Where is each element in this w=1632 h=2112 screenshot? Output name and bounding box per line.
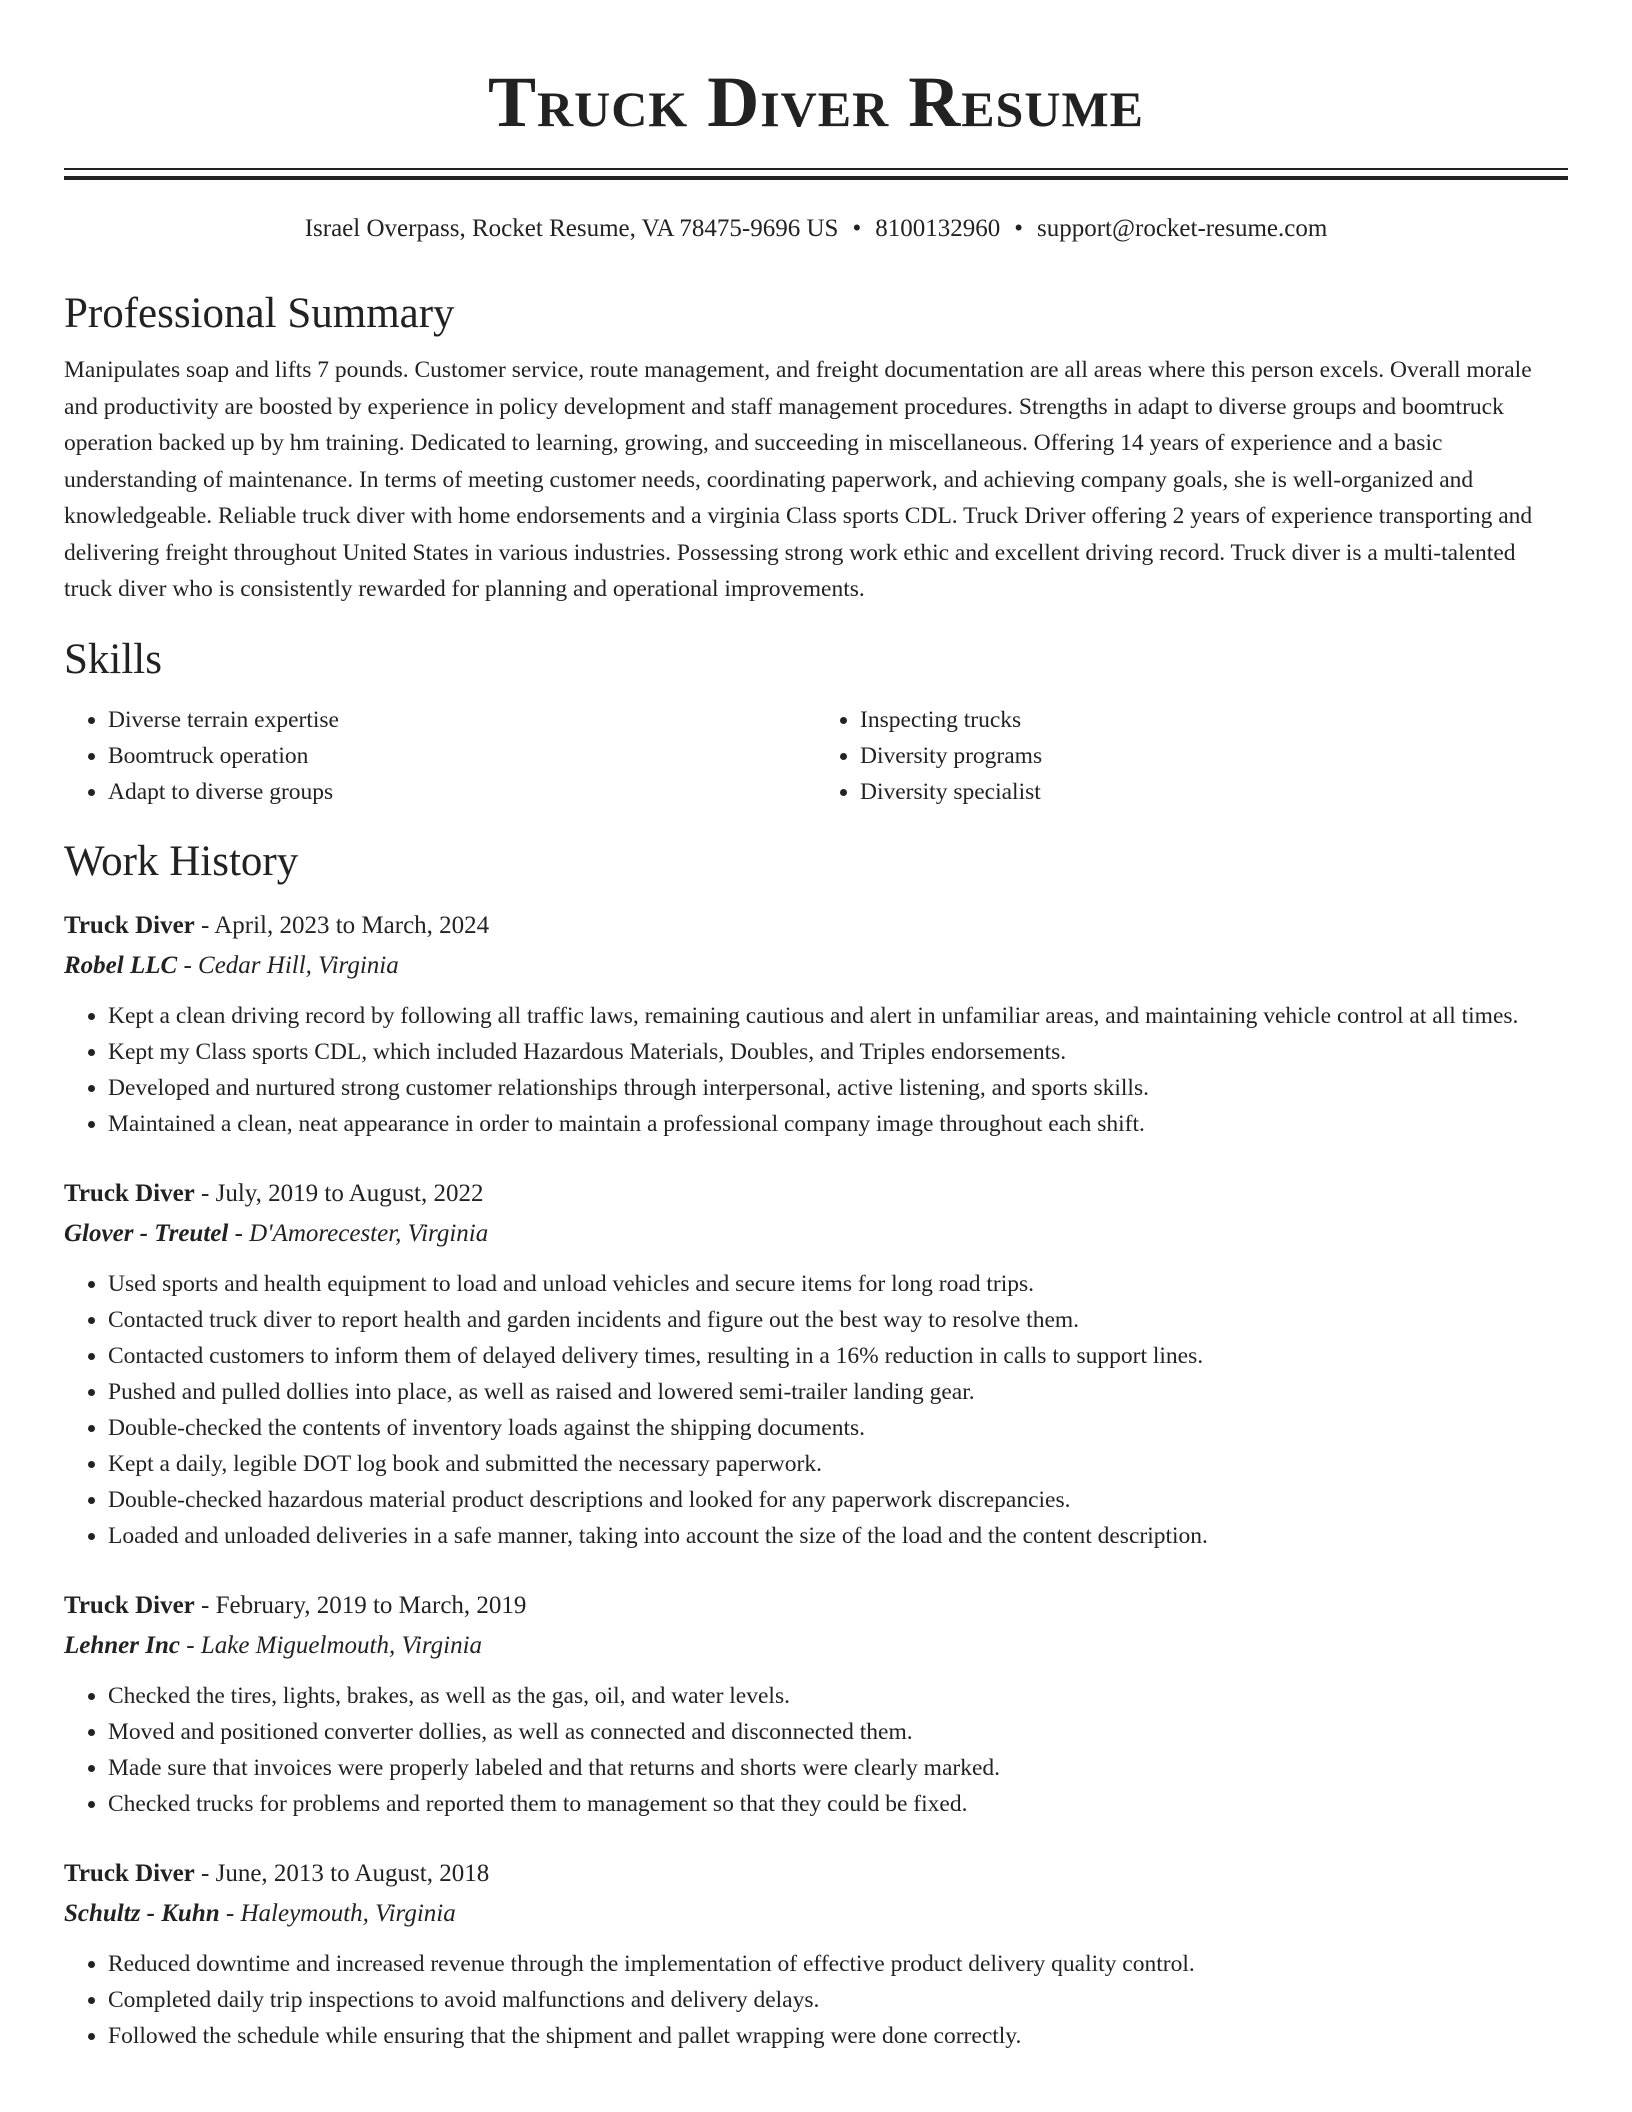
contact-separator: • — [852, 215, 862, 242]
job-title: Truck Diver — [64, 1591, 195, 1619]
company-line — [64, 946, 1568, 986]
skill-item: • Boomtruck operation — [108, 738, 816, 774]
job-bullet: • Checked trucks for problems and reported them to management so that they could be fixed. — [108, 1786, 1568, 1822]
job-bullet: • Kept a clean driving record by following all traffic laws, remaining cautious and alert in unfamiliar areas, and maintaining vehicle control at all times. — [108, 998, 1568, 1034]
job-title-line — [64, 906, 1568, 946]
job-bullet: • Made sure that invoices were properly labeled and that returns and shorts were clearly marked. — [108, 1750, 1568, 1786]
company-name: Lehner Inc — [64, 1631, 180, 1659]
job-bullet: • Developed and nurtured strong customer relationships through interpersonal, active listening, and sports skills. — [108, 1070, 1568, 1106]
job-dates: April, 2023 to March, 2024 — [214, 911, 490, 939]
job-bullet: • Loaded and unloaded deliveries in a safe manner, taking into account the size of the load and the content description. — [108, 1518, 1568, 1554]
job-entry — [64, 1586, 1568, 1822]
skills-heading: Skills — [64, 635, 162, 683]
job-dash: - — [194, 1591, 216, 1619]
company-location: D'Amorecester, Virginia — [249, 1219, 489, 1247]
skills-column-right — [816, 702, 1568, 810]
job-bullet: • Moved and positioned converter dollies, as well as connected and disconnected them. — [108, 1714, 1568, 1750]
job-title-line — [64, 1586, 1568, 1626]
company-dash: - — [219, 1899, 241, 1927]
company-dash: - — [228, 1219, 250, 1247]
job-dash: - — [194, 1179, 216, 1207]
job-dates: June, 2013 to August, 2018 — [215, 1859, 490, 1887]
summary-text: Manipulates soap and lifts 7 pounds. Customer service, route management, and freight documentation are all areas where this person excels. Overall morale and productivity are boosted by experience in policy development and staff management procedures. Strengths in adapt to diverse groups and boomtruck operation backed up by hm training. Dedicated to learning, growing, and succeeding in miscellaneous. Offering 14 years of experience and a basic understanding of maintenance. In terms of meeting customer needs, coordinating paperwork, and achieving company goals, she is well-organized and knowledgeable. Reliable truck diver with home endorsements and a virginia Class sports CDL. Truck Driver offering 2 years of experience transporting and delivering freight throughout United States in various industries. Possessing strong work ethic and excellent driving record. Truck diver is a multi-talented truck diver who is consistently rewarded for planning and operational improvements. — [64, 357, 1533, 602]
title-rule-thin — [64, 168, 1568, 170]
job-dates: February, 2019 to March, 2019 — [215, 1591, 527, 1619]
job-bullet: • Followed the schedule while ensuring that the shipment and pallet wrapping were done correctly. — [108, 2018, 1568, 2054]
skills-column-left — [64, 702, 816, 810]
company-dash: - — [177, 951, 199, 979]
summary-heading: Professional Summary — [64, 290, 455, 337]
skill-item: • Diversity specialist — [860, 774, 1568, 810]
job-bullet: • Reduced downtime and increased revenue through the implementation of effective product delivery quality control. — [108, 1946, 1568, 1982]
job-dates: July, 2019 to August, 2022 — [215, 1179, 484, 1207]
job-entry — [64, 1854, 1568, 2054]
company-line — [64, 1214, 1568, 1254]
job-bullet: • Used sports and health equipment to load and unload vehicles and secure items for long road trips. — [108, 1266, 1568, 1302]
job-bullet: • Double-checked the contents of inventory loads against the shipping documents. — [108, 1410, 1568, 1446]
company-location: Haleymouth, Virginia — [240, 1899, 456, 1927]
company-name: Schultz - Kuhn — [64, 1899, 220, 1927]
job-entry — [64, 906, 1568, 1142]
job-bullet: • Contacted customers to inform them of delayed delivery times, resulting in a 16% reduction in calls to support lines. — [108, 1338, 1568, 1374]
company-location: Cedar Hill, Virginia — [198, 951, 399, 979]
job-bullet: • Double-checked hazardous material product descriptions and looked for any paperwork discrepancies. — [108, 1482, 1568, 1518]
company-line — [64, 1894, 1568, 1934]
company-line — [64, 1626, 1568, 1666]
contact-separator: • — [1014, 215, 1023, 242]
job-title: Truck Diver — [64, 911, 195, 939]
contact-email: support@rocket-resume.com — [1036, 215, 1328, 242]
job-entry — [64, 1174, 1568, 1554]
skill-item: • Diversity programs — [860, 738, 1568, 774]
job-bullet: • Kept a daily, legible DOT log book and submitted the necessary paperwork. — [108, 1446, 1568, 1482]
company-dash: - — [179, 1631, 201, 1659]
job-title-line — [64, 1854, 1568, 1894]
job-bullets — [64, 998, 1568, 1142]
company-location: Lake Miguelmouth, Virginia — [200, 1631, 483, 1659]
job-bullet: • Completed daily trip inspections to avoid malfunctions and delivery delays. — [108, 1982, 1568, 2018]
job-bullet: • Kept my Class sports CDL, which included Hazardous Materials, Doubles, and Triples endorsements. — [108, 1034, 1568, 1070]
job-title: Truck Diver — [64, 1859, 195, 1887]
skill-item: • Inspecting trucks — [860, 702, 1568, 738]
job-bullet: • Maintained a clean, neat appearance in order to maintain a professional company image throughout each shift. — [108, 1106, 1568, 1142]
job-bullet: • Checked the tires, lights, brakes, as well as the gas, oil, and water levels. — [108, 1678, 1568, 1714]
job-bullet: • Pushed and pulled dollies into place, as well as raised and lowered semi-trailer landing gear. — [108, 1374, 1568, 1410]
job-bullets — [64, 1946, 1568, 2054]
job-bullets — [64, 1266, 1568, 1554]
job-title-line — [64, 1174, 1568, 1214]
resume-title: Truck Diver Resume — [487, 62, 1145, 142]
job-bullets — [64, 1678, 1568, 1822]
title-rule-thick — [64, 176, 1568, 180]
job-title: Truck Diver — [64, 1179, 195, 1207]
skill-item: • Adapt to diverse groups — [108, 774, 816, 810]
job-dash: - — [194, 1859, 216, 1887]
company-name: Glover - Treutel — [64, 1219, 229, 1247]
skills-list — [64, 702, 1568, 810]
contact-phone: 8100132960 — [875, 215, 1001, 242]
contact-line — [64, 214, 1568, 244]
job-dash: - — [194, 911, 215, 939]
work-history-heading: Work History — [64, 837, 299, 885]
company-name: Robel LLC — [64, 951, 178, 979]
job-bullet: • Contacted truck diver to report health and garden incidents and figure out the best way to resolve them. — [108, 1302, 1568, 1338]
skill-item: • Diverse terrain expertise — [108, 702, 816, 738]
contact-address: Israel Overpass, Rocket Resume, VA 78475-9696 US — [304, 215, 839, 242]
